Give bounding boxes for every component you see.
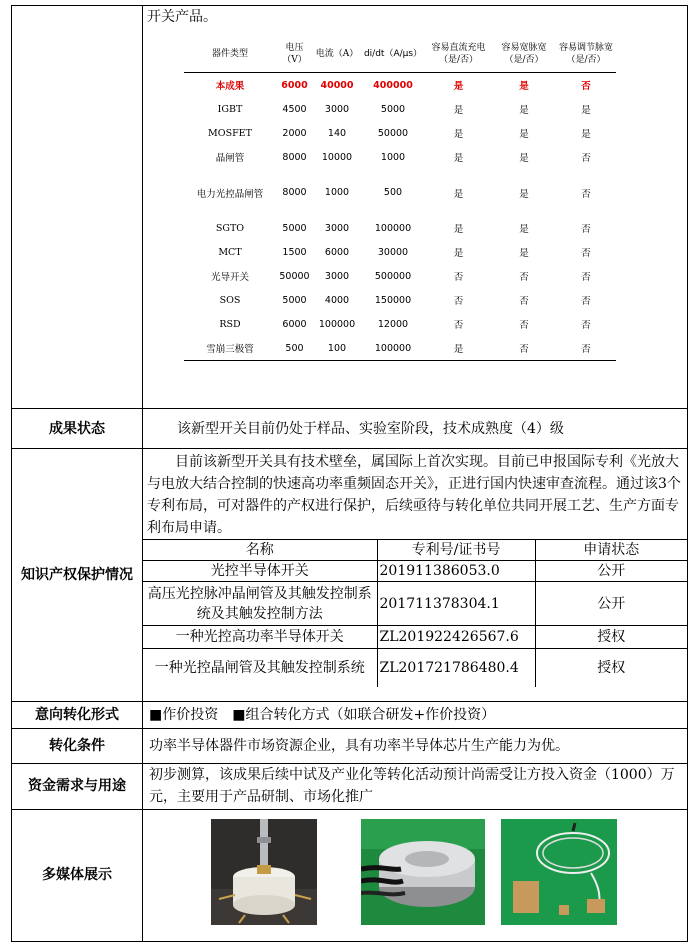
comparison-cell: 否 <box>453 272 464 283</box>
comparison-cell <box>143 6 688 409</box>
comparison-cell: 是 <box>519 153 529 164</box>
comparison-row <box>184 73 616 98</box>
comparison-cell: 是 <box>453 105 464 116</box>
comparison-cell: 否 <box>453 296 464 307</box>
comparison-cell: 100000 <box>374 222 412 234</box>
comparison-cell: 是 <box>453 129 464 140</box>
comparison-cell: 400000 <box>373 79 413 91</box>
comparison-cell: MOSFET <box>208 127 252 139</box>
comparison-cell: 12000 <box>377 318 409 330</box>
patent-header-2: 申请状态 <box>535 540 687 561</box>
comparison-cell: 6000 <box>282 318 307 330</box>
comparison-cell: 3000 <box>324 270 350 282</box>
comparison-cell: 是 <box>453 81 464 92</box>
status-text: 该新型开关目前仍处于样品、实验室阶段，技术成熟度（4）级 <box>143 409 688 449</box>
comparison-cell: 1500 <box>282 246 307 258</box>
intro-text: 开关产品。 <box>147 9 217 25</box>
comparison-cell: 500 <box>276 336 313 361</box>
device-photo-2 <box>361 819 485 925</box>
patent-header-1: 专利号/证书号 <box>377 540 535 561</box>
comparison-cell: 是 <box>519 248 529 259</box>
ip-label: 知识产权保护情况 <box>12 449 143 701</box>
funding-text: 初步测算，该成果后续中试及产业化等转化活动预计尚需受让方投入资金（1000）万元，主要用于产品研制、市场化推广 <box>143 763 688 809</box>
comparison-row <box>184 312 616 336</box>
patent-number: 201911386053.0 <box>377 561 535 582</box>
comparison-row <box>184 97 616 121</box>
comparison-cell: 是 <box>581 129 591 140</box>
comparison-cell: 100000 <box>318 318 356 330</box>
funding-label: 资金需求与用途 <box>12 763 143 809</box>
comparison-cell: 10000 <box>321 151 353 163</box>
comparison-cell: MCT <box>218 246 242 258</box>
comparison-cell: 否 <box>556 336 616 361</box>
status-label: 成果状态 <box>12 409 143 449</box>
achievement-info-table <box>11 5 688 942</box>
comparison-cell: 6000 <box>324 246 350 258</box>
comparison-cell: 5000 <box>282 222 307 234</box>
patent-number: ZL201721786480.4 <box>377 649 535 687</box>
comparison-cell: 5000 <box>282 294 307 306</box>
comparison-cell: 500 <box>383 187 403 198</box>
comparison-row <box>184 216 616 240</box>
comparison-row <box>184 121 616 145</box>
comparison-cell: 是 <box>581 105 591 116</box>
comparison-cell: 50000 <box>377 127 409 139</box>
comparison-cell: 否 <box>581 81 591 92</box>
comparison-row <box>184 169 616 216</box>
comparison-cell: 光导开关 <box>210 272 249 283</box>
ip-paragraph: 目前该新型开关具有技术壁垒，属国际上首次实现。目前已申报国际专利《光放大与电放大结合控制的快速高功率重频固态开关》，正进行国内快速审查流程。通过该3个专利布局，可对器件的产权进行保护，后续亟待与转化单位共同开展工艺、生产方面专利布局申请。 <box>147 454 681 537</box>
comparison-cell: 否 <box>581 320 591 331</box>
comparison-cell: 8000 <box>282 151 307 163</box>
device-photo-1 <box>211 819 317 925</box>
comparison-cell: 否 <box>519 320 529 331</box>
comparison-cell: SGTO <box>215 222 245 234</box>
comparison-row <box>184 145 616 169</box>
multimedia-cell <box>143 809 688 941</box>
patent-row <box>143 561 687 582</box>
comparison-cell: 5000 <box>380 103 406 115</box>
comparison-header-0: 器件类型 <box>184 32 276 73</box>
comparison-cell: 3000 <box>324 103 350 115</box>
comparison-cell: 否 <box>581 272 591 283</box>
comparison-cell: 50000 <box>279 270 310 282</box>
comparison-row <box>184 336 616 361</box>
comparison-cell: 否 <box>519 296 529 307</box>
patent-row <box>143 582 687 626</box>
comparison-cell: 是 <box>425 336 492 361</box>
transfer-mode-label: 意向转化形式 <box>12 701 143 728</box>
patent-row <box>143 626 687 649</box>
patent-name: 一种光控晶闸管及其触发控制系统 <box>143 649 377 687</box>
patent-status: 公开 <box>535 582 687 626</box>
comparison-cell: 电力光控晶闸管 <box>196 188 264 200</box>
patent-row <box>143 649 687 687</box>
comparison-cell: 晶闸管 <box>215 153 245 164</box>
comparison-cell: 否 <box>453 320 464 331</box>
device-photo-3 <box>501 819 617 925</box>
comparison-cell: 是 <box>453 153 464 164</box>
comparison-cell: 否 <box>581 153 591 164</box>
comparison-cell: 100000 <box>361 336 425 361</box>
comparison-row <box>184 288 616 312</box>
patent-number: ZL201922426567.6 <box>377 626 535 649</box>
patent-status: 公开 <box>535 561 687 582</box>
comparison-cell: 4500 <box>282 103 307 115</box>
transfer-mode-text: ■作价投资 ■组合转化方式（如联合研发+作价投资） <box>143 701 688 728</box>
comparison-cell: 否 <box>581 224 591 235</box>
comparison-header-1: 电压（V） <box>276 32 313 73</box>
comparison-header-2: 电流（A） <box>313 32 361 73</box>
ip-cell <box>143 449 688 701</box>
comparison-cell: 否 <box>581 296 591 307</box>
comparison-cell: 8000 <box>282 187 307 198</box>
comparison-cell: 是 <box>519 81 529 92</box>
comparison-cell: 6000 <box>281 79 308 91</box>
patent-name: 光控半导体开关 <box>143 561 377 582</box>
patent-status: 授权 <box>535 649 687 687</box>
comparison-cell: 500000 <box>374 270 412 282</box>
patent-table <box>143 539 687 687</box>
comparison-cell: 1000 <box>324 187 350 198</box>
comparison-header-row <box>184 32 616 73</box>
comparison-cell: 30000 <box>377 246 409 258</box>
comparison-cell: 150000 <box>374 294 412 306</box>
comparison-cell: 是 <box>519 105 529 116</box>
comparison-cell: RSD <box>219 318 241 330</box>
comparison-cell: 1000 <box>380 151 406 163</box>
comparison-header-4: 容易直流充电（是/否） <box>425 32 492 73</box>
comparison-cell: 否 <box>581 248 591 259</box>
comparison-cell: 否 <box>581 188 591 200</box>
comparison-cell: 100 <box>313 336 361 361</box>
comparison-cell: 雪崩三极管 <box>184 336 276 361</box>
comparison-header-6: 容易调节脉宽（是/否） <box>556 32 616 73</box>
comparison-cell: 40000 <box>320 79 354 91</box>
patent-header-0: 名称 <box>143 540 377 561</box>
comparison-cell: 本成果 <box>215 81 245 92</box>
patent-status: 授权 <box>535 626 687 649</box>
patent-header-row <box>143 540 687 561</box>
comparison-cell: 是 <box>519 224 529 235</box>
device-comparison-table <box>184 32 616 361</box>
patent-name: 高压光控脉冲晶闸管及其触发控制系统及其触发控制方法 <box>143 582 377 626</box>
comparison-cell: 3000 <box>324 222 350 234</box>
multimedia-label: 多媒体展示 <box>12 809 143 941</box>
conditions-label: 转化条件 <box>12 728 143 763</box>
label-cell-empty <box>12 6 143 409</box>
comparison-cell: 是 <box>519 129 529 140</box>
comparison-cell: SOS <box>219 294 241 306</box>
comparison-row <box>184 264 616 288</box>
comparison-cell: 2000 <box>282 127 307 139</box>
comparison-cell: IGBT <box>217 103 243 115</box>
conditions-text: 功率半导体器件市场资源企业，具有功率半导体芯片生产能力为优。 <box>143 728 688 763</box>
comparison-cell: 140 <box>327 127 347 139</box>
comparison-cell: 否 <box>519 272 529 283</box>
comparison-cell: 否 <box>492 336 556 361</box>
comparison-header-3: di/dt（A/μs） <box>361 32 425 73</box>
comparison-cell: 4000 <box>324 294 350 306</box>
patent-name: 一种光控高功率半导体开关 <box>143 626 377 649</box>
patent-number: 201711378304.1 <box>377 582 535 626</box>
comparison-cell: 是 <box>519 188 529 200</box>
comparison-cell: 是 <box>453 188 464 200</box>
comparison-header-5: 容易宽脉宽（是/否） <box>492 32 556 73</box>
comparison-cell: 是 <box>453 224 464 235</box>
comparison-row <box>184 240 616 264</box>
comparison-cell: 是 <box>453 248 464 259</box>
